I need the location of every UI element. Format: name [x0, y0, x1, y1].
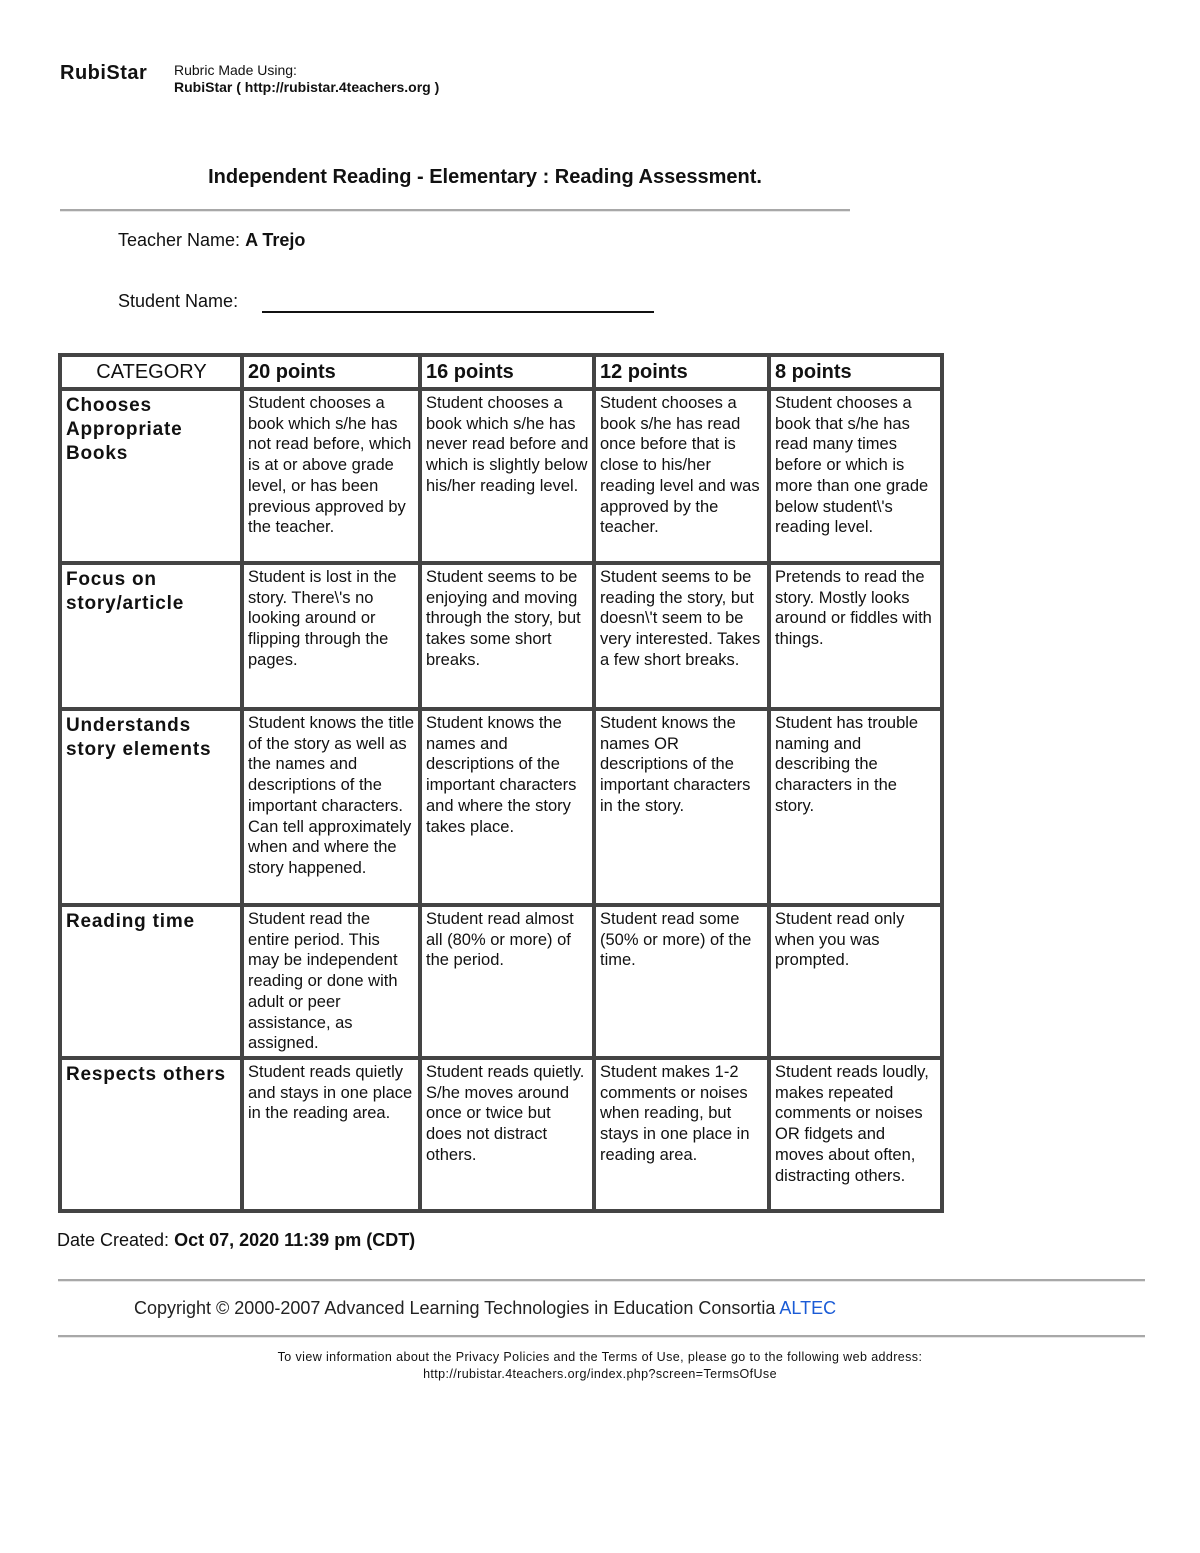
footer-divider-bottom	[58, 1335, 1145, 1338]
privacy-notice	[0, 1349, 1200, 1383]
rubric-row-story-elements	[60, 709, 942, 905]
criteria-cell: Student has trouble naming and describing the characters in the story.	[769, 709, 942, 905]
made-using-label: Rubric Made Using:	[174, 62, 297, 78]
criteria-cell: Student read the entire period. This may be independent reading or done with adult or peer assistance, as assigned.	[242, 905, 420, 1058]
criteria-cell: Student knows the names and descriptions of the important characters and where the story takes place.	[420, 709, 594, 905]
privacy-text: To view information about the Privacy Policies and the Terms of Use, please go to the following web address:	[277, 1350, 923, 1364]
rubric-row-focus	[60, 563, 942, 709]
criteria-cell: Student seems to be enjoying and moving through the story, but takes some short breaks.	[420, 563, 594, 709]
header-16-points: 16 points	[420, 355, 594, 389]
criteria-cell: Student chooses a book which s/he has never read before and which is slightly below his/her reading level.	[420, 389, 594, 563]
altec-link[interactable]: ALTEC	[779, 1298, 837, 1318]
header-category: CATEGORY	[60, 355, 242, 389]
rubric-header-row	[60, 355, 942, 389]
category-cell: Focus on story/article	[60, 563, 242, 709]
date-created-label: Date Created:	[57, 1230, 170, 1250]
criteria-cell: Student reads quietly and stays in one place in the reading area.	[242, 1058, 420, 1211]
criteria-cell: Student reads quietly. S/he moves around once or twice but does not distract others.	[420, 1058, 594, 1211]
criteria-cell: Student read some (50% or more) of the time.	[594, 905, 769, 1058]
terms-url: http://rubistar.4teachers.org/index.php?screen=TermsOfUse	[423, 1367, 777, 1381]
criteria-cell: Student chooses a book s/he has read once before that is close to his/her reading level and was approved by the teacher.	[594, 389, 769, 563]
date-created-row	[57, 1230, 415, 1251]
copyright-text: Copyright © 2000-2007 Advanced Learning Technologies in Education Consortia	[134, 1298, 776, 1318]
header-8-points: 8 points	[769, 355, 942, 389]
criteria-cell: Student chooses a book which s/he has not read before, which is at or above grade level, or has been previous approved by the teacher.	[242, 389, 420, 563]
made-using-source: RubiStar ( http://rubistar.4teachers.org )	[174, 79, 440, 95]
category-cell: Chooses Appropriate Books	[60, 389, 242, 563]
rubric-row-reading-time	[60, 905, 942, 1058]
header-20-points: 20 points	[242, 355, 420, 389]
made-using-note	[174, 62, 439, 96]
criteria-cell: Student chooses a book that s/he has read many times before or which is more than one grade below student\'s reading level.	[769, 389, 942, 563]
rubric-row-chooses-books	[60, 389, 942, 563]
rubric-row-respects-others	[60, 1058, 942, 1211]
header-12-points: 12 points	[594, 355, 769, 389]
criteria-cell: Student makes 1-2 comments or noises when reading, but stays in one place in reading area.	[594, 1058, 769, 1211]
copyright-notice	[134, 1298, 836, 1319]
category-cell: Understands story elements	[60, 709, 242, 905]
criteria-cell: Student seems to be reading the story, but doesn\'t seem to be very interested. Takes a few short breaks.	[594, 563, 769, 709]
criteria-cell: Student reads loudly, makes repeated comments or noises OR fidgets and moves about often, distracting others.	[769, 1058, 942, 1211]
criteria-cell: Student read almost all (80% or more) of the period.	[420, 905, 594, 1058]
student-name-label: Student Name:	[118, 291, 239, 311]
student-name-row	[118, 291, 238, 312]
title-divider	[60, 209, 850, 212]
footer-divider-top	[58, 1279, 1145, 1282]
category-cell: Respects others	[60, 1058, 242, 1211]
teacher-name-row	[118, 230, 305, 251]
brand-logo-text: RubiStar	[60, 62, 148, 84]
category-cell: Reading time	[60, 905, 242, 1058]
criteria-cell: Student knows the names OR descriptions of the important characters in the story.	[594, 709, 769, 905]
teacher-name-label: Teacher Name:	[118, 230, 241, 250]
criteria-cell: Student knows the title of the story as well as the names and descriptions of the important characters. Can tell approximately when and where the story happened.	[242, 709, 420, 905]
student-name-blank-line	[262, 311, 654, 313]
rubric-table	[58, 353, 944, 1213]
criteria-cell: Student is lost in the story. There\'s no looking around or flipping through the pages.	[242, 563, 420, 709]
page-title: Independent Reading - Elementary : Reading Assessment.	[208, 166, 762, 188]
criteria-cell: Pretends to read the story. Mostly looks around or fiddles with things.	[769, 563, 942, 709]
teacher-name-value: A Trejo	[245, 230, 306, 250]
criteria-cell: Student read only when you was prompted.	[769, 905, 942, 1058]
date-created-value: Oct 07, 2020 11:39 pm (CDT)	[174, 1230, 416, 1250]
